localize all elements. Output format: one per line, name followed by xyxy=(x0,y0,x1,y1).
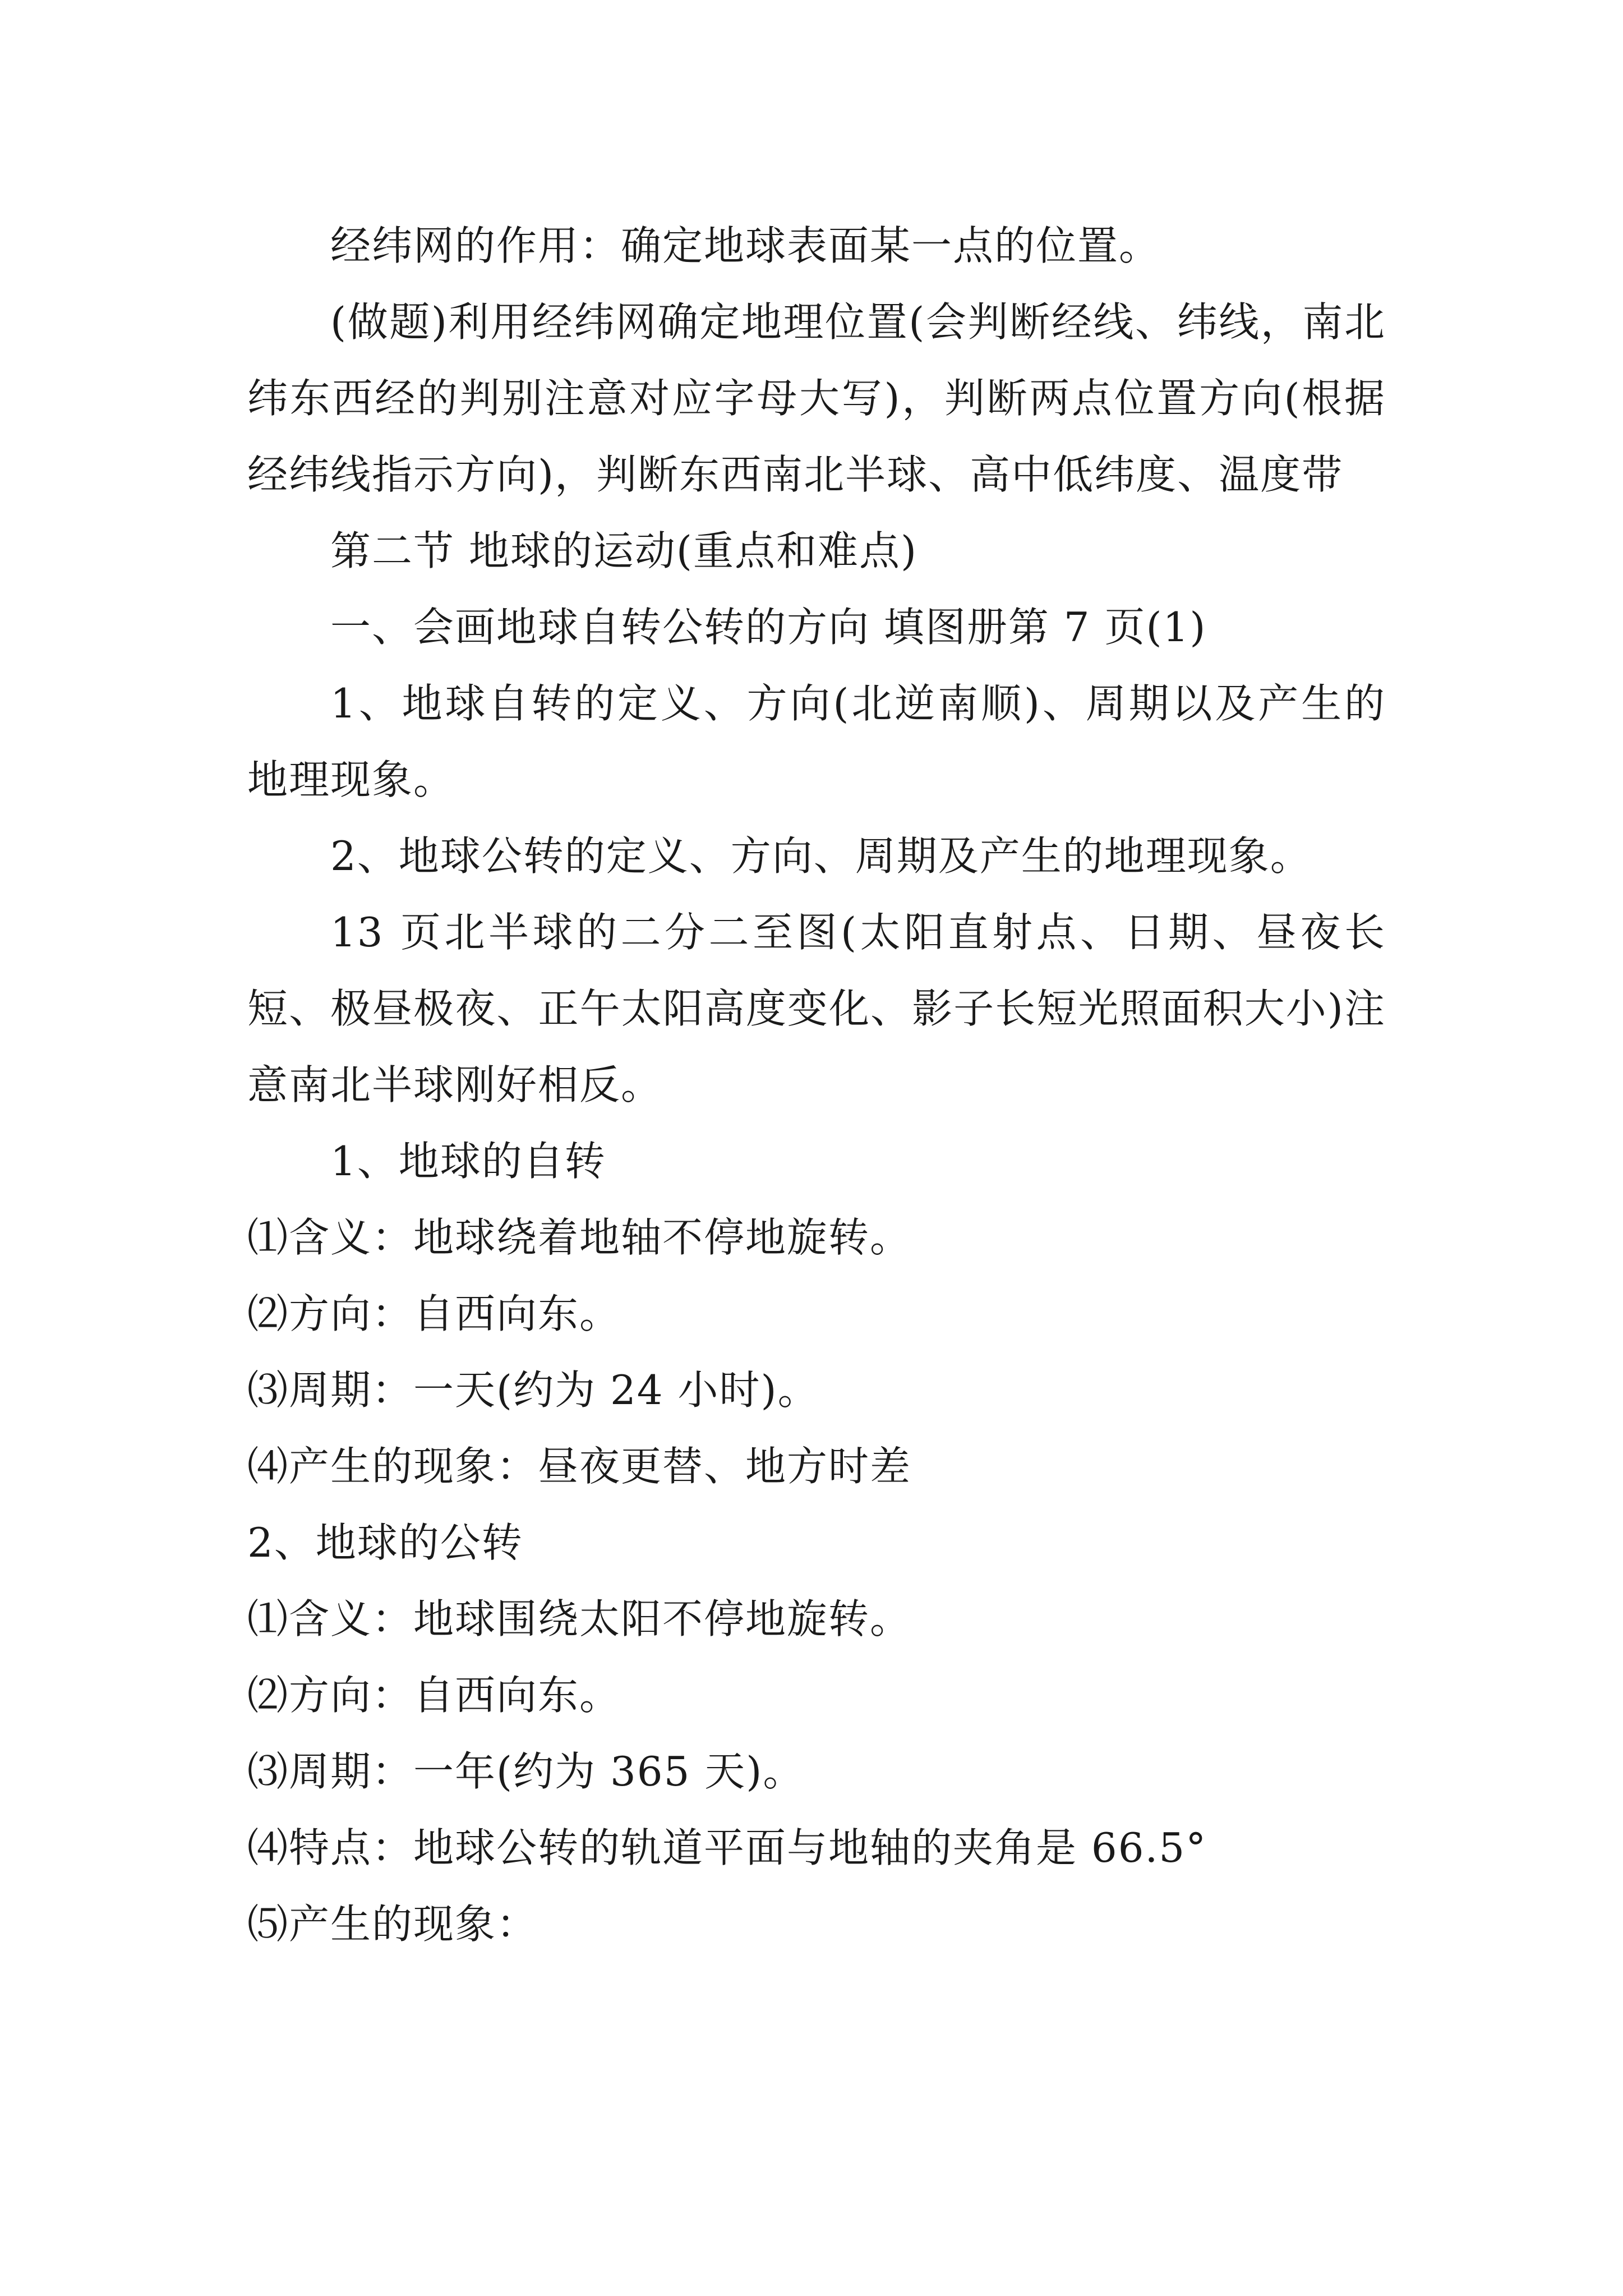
list-item-rotation-direction: ⑵方向：自西向东。 xyxy=(247,1290,621,1337)
list-item-rotation-period: ⑶周期：一天(约为 24 小时)。 xyxy=(247,1366,819,1414)
subheading-revolution: 2、地球的公转 xyxy=(247,1519,523,1566)
list-item-revolution-meaning: ⑴含义：地球围绕太阳不停地旋转。 xyxy=(247,1595,912,1642)
document-body xyxy=(247,208,1386,1962)
list-item-rotation-meaning: ⑴含义：地球绕着地轴不停地旋转。 xyxy=(247,1214,912,1261)
list-item-rotation-phenomena: ⑷产生的现象：昼夜更替、地方时差 xyxy=(247,1443,912,1490)
paragraph-revolution-summary: 2、地球公转的定义、方向、周期及产生的地理现象。 xyxy=(330,832,1312,880)
section-heading: 第二节 地球的运动(重点和难点) xyxy=(330,527,918,574)
paragraph-graticule-purpose: 经纬网的作用：确定地球表面某一点的位置。 xyxy=(330,222,1161,269)
paragraph-solstice-diagram-note: 13 页北半球的二分二至图(太阳直射点、日期、昼夜长短、极昼极夜、正午太阳高度变化、影子长短光照面积大小)注意南北半球刚好相反。 xyxy=(247,909,1386,1108)
paragraph-drawing-directions: 一、会画地球自转公转的方向 填图册第 7 页(1) xyxy=(330,604,1207,651)
list-item-revolution-period: ⑶周期：一年(约为 365 天)。 xyxy=(247,1748,805,1795)
list-item-revolution-feature: ⑷特点：地球公转的轨道平面与地轴的夹角是 66.5° xyxy=(247,1824,1207,1871)
paragraph-graticule-exercise: (做题)利用经纬网确定地理位置(会判断经线、纬线，南北纬东西经的判别注意对应字母大写)，判断两点位置方向(根据经纬线指示方向)，判断东西南北半球、高中低纬度、温度带 xyxy=(247,298,1386,498)
list-item-revolution-phenomena: ⑸产生的现象： xyxy=(247,1901,538,1948)
subheading-rotation: 1、地球的自转 xyxy=(330,1138,606,1185)
list-item-revolution-direction: ⑵方向：自西向东。 xyxy=(247,1672,621,1719)
paragraph-rotation-summary: 1、地球自转的定义、方向(北逆南顺)、周期以及产生的地理现象。 xyxy=(247,680,1386,803)
